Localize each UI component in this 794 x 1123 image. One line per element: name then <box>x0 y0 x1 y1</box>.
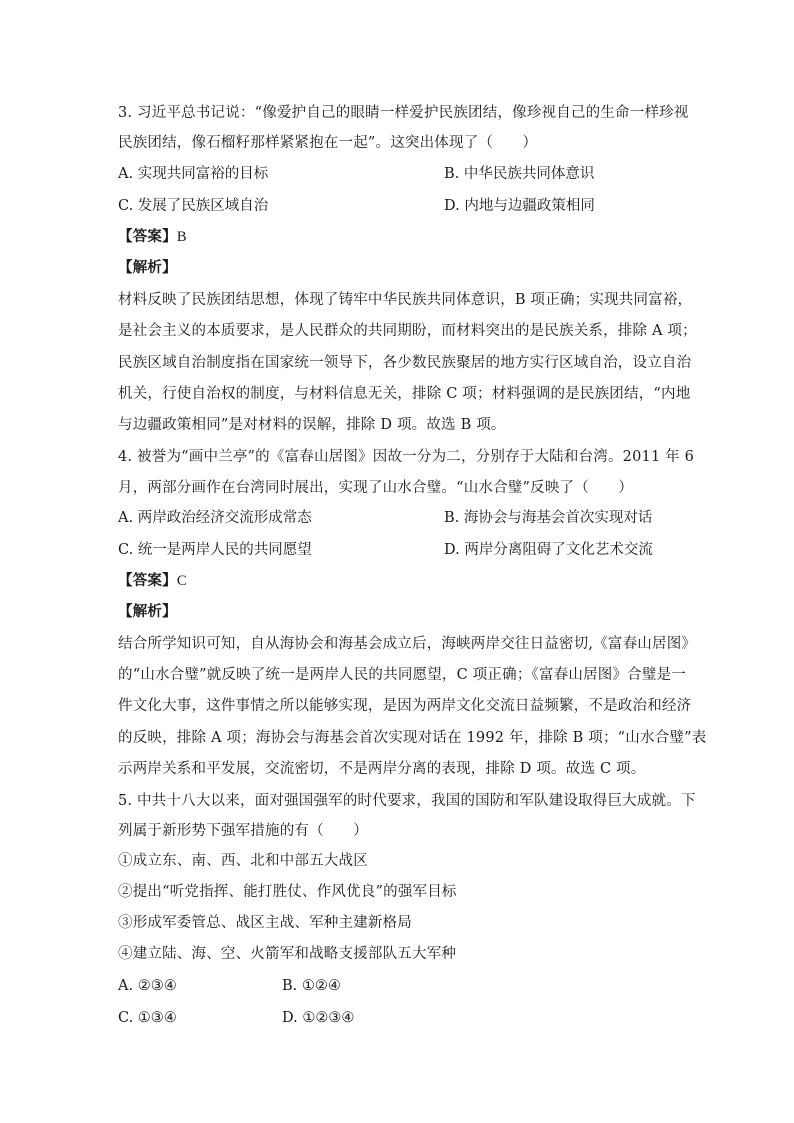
q3-analysis-line-3: 民族区域自治制度指在国家统一领导下，各少数民族聚居的地方实行区域自治，设立自治 <box>118 355 692 371</box>
q5-item-1: ①成立东、南、西、北和中部五大战区 <box>118 853 368 869</box>
q4-answer-value: C <box>176 573 187 589</box>
q4-answer-label: 【答案】 <box>118 572 177 589</box>
q5-stem-line-1: 5. 中共十八大以来，面对强国强军的时代要求，我国的国防和军队建设取得巨大成就。下 <box>118 793 696 809</box>
q5-option-d: D. ①②③④ <box>282 1010 355 1026</box>
q4-analysis-line-4: 的反映，排除 A 项；海协会与海基会首次实现对话在 1992 年，排除 B 项；“山水合璧”表 <box>118 730 707 746</box>
q3-analysis-line-5: 与边疆政策相同”是对材料的误解，排除 D 项。故选 B 项。 <box>118 417 506 433</box>
q4-option-c: C. 统一是两岸人民的共同愿望 <box>118 542 312 558</box>
q5-item-4: ④建立陆、海、空、火箭军和战略支援部队五大军种 <box>118 946 457 962</box>
q3-analysis-line-4: 机关，行使自治权的制度，与材料信息无关，排除 C 项；材料强调的是民族团结，“内地 <box>118 386 691 402</box>
q4-analysis-line-3: 件文化大事，这件事情之所以能够实现，是因为两岸文化交流日益频繁，不是政治和经济 <box>118 698 692 714</box>
q5-item-3: ③形成军委管总、战区主战、军种主建新格局 <box>118 915 412 931</box>
q4-option-b: B. 海协会与海基会首次实现对话 <box>444 510 653 526</box>
q5-stem-line-2: 列属于新形势下强军措施的有（ ） <box>118 823 368 839</box>
q3-answer-label: 【答案】 <box>118 228 177 245</box>
q5-option-b: B. ①②④ <box>282 978 341 994</box>
q5-option-c: C. ①③④ <box>118 1010 177 1026</box>
q4-option-a: A. 两岸政治经济交流形成常态 <box>118 510 312 526</box>
q3-stem-line-1: 3. 习近平总书记说：“像爱护自己的眼睛一样爱护民族团结，像珍视自己的生命一样珍视 <box>118 105 689 121</box>
q5-option-a: A. ②③④ <box>118 978 177 994</box>
q3-answer-value: B <box>176 229 187 245</box>
q3-option-d: D. 内地与边疆政策相同 <box>444 198 595 214</box>
q4-analysis-line-5: 示两岸关系和平发展，交流密切，不是两岸分离的表现，排除 D 项。故选 C 项。 <box>118 761 646 777</box>
q4-option-d: D. 两岸分离阻碍了文化艺术交流 <box>444 542 653 558</box>
q3-option-c: C. 发展了民族区域自治 <box>118 198 269 214</box>
q4-analysis-line-1: 结合所学知识可知，自从海协会和海基会成立后，海峡两岸交往日益密切,《富春山居图》 <box>118 636 697 652</box>
q3-analysis-line-2: 是社会主义的本质要求，是人民群众的共同期盼，而材料突出的是民族关系，排除 A 项； <box>118 323 697 339</box>
q4-stem-line-1: 4. 被誉为“画中兰亭”的《富春山居图》因故一分为二，分别存于大陆和台湾。2011 年 6 <box>118 449 695 465</box>
q4-stem-line-2: 月，两部分画作在台湾同时展出，实现了山水合璧。“山水合璧”反映了（ ） <box>118 480 634 496</box>
q3-stem-line-2: 民族团结，像石榴籽那样紧紧抱在一起”。这突出体现了（ ） <box>118 135 538 151</box>
q3-option-a: A. 实现共同富裕的目标 <box>118 166 269 182</box>
q4-answer-line <box>118 571 187 591</box>
q4-analysis-label: 【解析】 <box>118 603 177 620</box>
q3-analysis-label: 【解析】 <box>118 259 177 276</box>
q3-analysis-line-1: 材料反映了民族团结思想，体现了铸牢中华民族共同体意识，B 项正确；实现共同富裕， <box>118 292 693 308</box>
q4-analysis-line-2: 的“山水合璧”就反映了统一是两岸人民的共同愿望，C 项正确；《富春山居图》合璧是一 <box>118 667 686 683</box>
q3-answer-line <box>118 227 187 247</box>
q5-item-2: ②提出“听党指挥、能打胜仗、作风优良”的强军目标 <box>118 884 457 900</box>
q3-option-b: B. 中华民族共同体意识 <box>444 166 595 182</box>
